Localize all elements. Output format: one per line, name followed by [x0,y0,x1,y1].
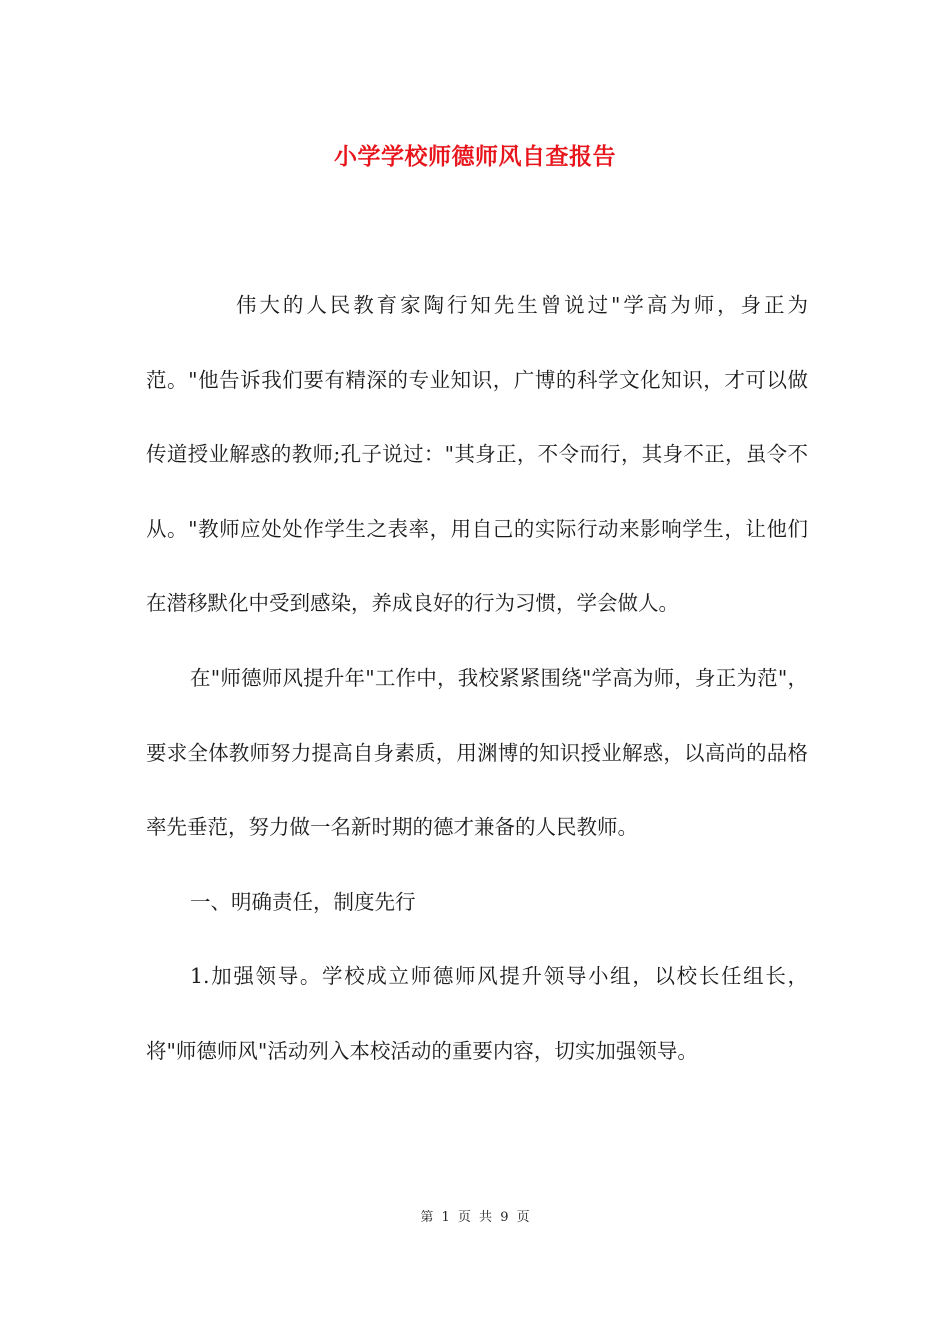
document-body [146,268,808,1089]
page-footer: 第 1 页 共 9 页 [420,1210,530,1225]
paragraph-item-1: 1.加强领导。学校成立师德师风提升领导小组，以校长任组长，将"师德师风"活动列入本校活动的重要内容，切实加强领导。 [146,964,808,1063]
paragraph-work-overview: 在"师德师风提升年"工作中，我校紧紧围绕"学高为师，身正为范"，要求全体教师努力提高自身素质，用渊博的知识授业解惑，以高尚的品格率先垂范，努力做一名新时期的德才兼备的人民教师。 [146,665,808,840]
document-title: 小学学校师德师风自查报告 [334,143,616,170]
section-heading-1: 一、明确责任，制度先行 [190,889,416,914]
paragraph-intro: 伟大的人民教育家陶行知先生曾说过"学高为师，身正为范。"他告诉我们要有精深的专业知识，广博的科学文化知识，才可以做传道授业解惑的教师;孔子说过："其身正，不令而行，其身不正，虽令不从。"教师应处处作学生之表率，用自己的实际行动来影响学生，让他们在潜移默化中受到感染，养成良好的行为习惯，学会做人。 [146,293,808,616]
